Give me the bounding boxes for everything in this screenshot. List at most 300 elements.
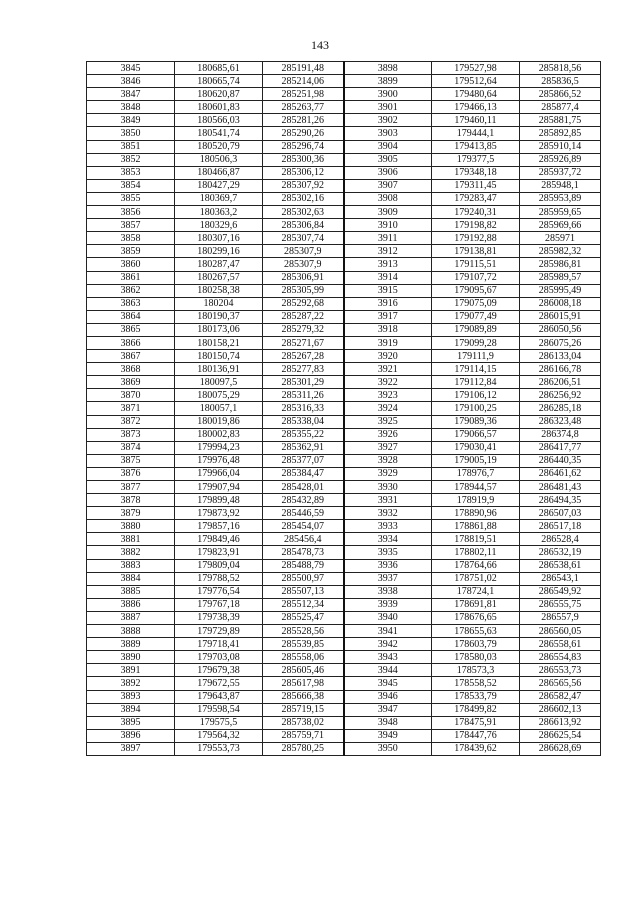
x-coordinate-left: 180329,6 bbox=[175, 219, 263, 232]
x-coordinate-left: 180019,86 bbox=[175, 415, 263, 428]
y-coordinate-left: 285666,38 bbox=[263, 690, 344, 703]
y-coordinate-right: 286555,75 bbox=[520, 598, 601, 611]
y-coordinate-right: 286050,56 bbox=[520, 323, 601, 336]
y-coordinate-left: 285277,83 bbox=[263, 363, 344, 376]
point-number-right: 3941 bbox=[344, 625, 432, 638]
point-number-right: 3906 bbox=[344, 166, 432, 179]
table-row bbox=[87, 559, 601, 572]
y-coordinate-left: 285528,56 bbox=[263, 625, 344, 638]
table-row bbox=[87, 75, 601, 88]
x-coordinate-right: 179005,19 bbox=[432, 454, 520, 467]
point-number-right: 3936 bbox=[344, 559, 432, 572]
x-coordinate-left: 180190,37 bbox=[175, 310, 263, 323]
x-coordinate-right: 179030,41 bbox=[432, 441, 520, 454]
x-coordinate-right: 178580,03 bbox=[432, 651, 520, 664]
x-coordinate-left: 179823,91 bbox=[175, 546, 263, 559]
point-number-right: 3931 bbox=[344, 494, 432, 507]
x-coordinate-left: 179738,39 bbox=[175, 611, 263, 624]
y-coordinate-left: 285355,22 bbox=[263, 428, 344, 441]
point-number-right: 3944 bbox=[344, 664, 432, 677]
table-row bbox=[87, 323, 601, 336]
y-coordinate-right: 286602,13 bbox=[520, 703, 601, 716]
x-coordinate-left: 179718,41 bbox=[175, 638, 263, 651]
y-coordinate-left: 285300,36 bbox=[263, 153, 344, 166]
point-number-right: 3919 bbox=[344, 336, 432, 349]
point-number-right: 3914 bbox=[344, 271, 432, 284]
y-coordinate-left: 285456,4 bbox=[263, 533, 344, 546]
x-coordinate-right: 178447,76 bbox=[432, 729, 520, 742]
y-coordinate-left: 285306,84 bbox=[263, 219, 344, 232]
point-number-left: 3884 bbox=[87, 572, 175, 585]
table-row bbox=[87, 572, 601, 585]
x-coordinate-left: 179994,23 bbox=[175, 441, 263, 454]
x-coordinate-right: 178976,7 bbox=[432, 467, 520, 480]
x-coordinate-left: 179976,48 bbox=[175, 454, 263, 467]
point-number-left: 3879 bbox=[87, 507, 175, 520]
x-coordinate-left: 180158,21 bbox=[175, 336, 263, 349]
y-coordinate-left: 285454,07 bbox=[263, 520, 344, 533]
x-coordinate-right: 178558,52 bbox=[432, 677, 520, 690]
x-coordinate-right: 179112,84 bbox=[432, 376, 520, 389]
x-coordinate-right: 179075,09 bbox=[432, 297, 520, 310]
y-coordinate-right: 286517,18 bbox=[520, 520, 601, 533]
x-coordinate-right: 178603,79 bbox=[432, 638, 520, 651]
x-coordinate-right: 179100,25 bbox=[432, 402, 520, 415]
point-number-left: 3889 bbox=[87, 638, 175, 651]
table-row bbox=[87, 585, 601, 598]
table-row bbox=[87, 454, 601, 467]
y-coordinate-left: 285719,15 bbox=[263, 703, 344, 716]
coordinates-table bbox=[86, 61, 601, 756]
table-row bbox=[87, 664, 601, 677]
y-coordinate-right: 286206,51 bbox=[520, 376, 601, 389]
x-coordinate-right: 179377,5 bbox=[432, 153, 520, 166]
point-number-right: 3920 bbox=[344, 350, 432, 363]
table-row bbox=[87, 625, 601, 638]
y-coordinate-left: 285738,02 bbox=[263, 716, 344, 729]
y-coordinate-left: 285281,26 bbox=[263, 114, 344, 127]
table-row bbox=[87, 389, 601, 402]
y-coordinate-right: 286553,73 bbox=[520, 664, 601, 677]
point-number-right: 3909 bbox=[344, 206, 432, 219]
y-coordinate-left: 285302,63 bbox=[263, 206, 344, 219]
x-coordinate-right: 179111,9 bbox=[432, 350, 520, 363]
point-number-right: 3923 bbox=[344, 389, 432, 402]
point-number-right: 3913 bbox=[344, 258, 432, 271]
x-coordinate-left: 180506,3 bbox=[175, 153, 263, 166]
x-coordinate-left: 179643,87 bbox=[175, 690, 263, 703]
point-number-left: 3895 bbox=[87, 716, 175, 729]
y-coordinate-right: 286528,4 bbox=[520, 533, 601, 546]
point-number-left: 3874 bbox=[87, 441, 175, 454]
x-coordinate-left: 180075,29 bbox=[175, 389, 263, 402]
y-coordinate-left: 285539,85 bbox=[263, 638, 344, 651]
point-number-left: 3888 bbox=[87, 625, 175, 638]
x-coordinate-left: 180307,16 bbox=[175, 232, 263, 245]
table-row bbox=[87, 258, 601, 271]
point-number-right: 3942 bbox=[344, 638, 432, 651]
y-coordinate-left: 285311,26 bbox=[263, 389, 344, 402]
point-number-left: 3846 bbox=[87, 75, 175, 88]
x-coordinate-left: 180150,74 bbox=[175, 350, 263, 363]
x-coordinate-right: 178655,63 bbox=[432, 625, 520, 638]
y-coordinate-left: 285292,68 bbox=[263, 297, 344, 310]
x-coordinate-right: 179077,49 bbox=[432, 310, 520, 323]
y-coordinate-right: 285986,81 bbox=[520, 258, 601, 271]
x-coordinate-right: 178499,82 bbox=[432, 703, 520, 716]
x-coordinate-right: 179099,28 bbox=[432, 336, 520, 349]
x-coordinate-left: 180427,29 bbox=[175, 179, 263, 192]
x-coordinate-right: 178573,3 bbox=[432, 664, 520, 677]
x-coordinate-right: 178676,65 bbox=[432, 611, 520, 624]
coordinates-table-body bbox=[87, 62, 601, 756]
table-row bbox=[87, 546, 601, 559]
x-coordinate-right: 178724,1 bbox=[432, 585, 520, 598]
x-coordinate-right: 179115,51 bbox=[432, 258, 520, 271]
x-coordinate-right: 179114,15 bbox=[432, 363, 520, 376]
y-coordinate-right: 286628,69 bbox=[520, 742, 601, 755]
y-coordinate-right: 286582,47 bbox=[520, 690, 601, 703]
y-coordinate-right: 286417,77 bbox=[520, 441, 601, 454]
point-number-left: 3860 bbox=[87, 258, 175, 271]
x-coordinate-left: 179729,89 bbox=[175, 625, 263, 638]
table-row bbox=[87, 507, 601, 520]
y-coordinate-left: 285432,89 bbox=[263, 494, 344, 507]
y-coordinate-left: 285191,48 bbox=[263, 62, 344, 75]
y-coordinate-right: 286374,8 bbox=[520, 428, 601, 441]
point-number-left: 3867 bbox=[87, 350, 175, 363]
x-coordinate-right: 178890,96 bbox=[432, 507, 520, 520]
table-row bbox=[87, 690, 601, 703]
table-row bbox=[87, 703, 601, 716]
point-number-left: 3872 bbox=[87, 415, 175, 428]
table-row bbox=[87, 481, 601, 494]
x-coordinate-left: 180287,47 bbox=[175, 258, 263, 271]
y-coordinate-right: 286613,92 bbox=[520, 716, 601, 729]
x-coordinate-left: 179788,52 bbox=[175, 572, 263, 585]
y-coordinate-right: 285836,5 bbox=[520, 75, 601, 88]
x-coordinate-left: 180685,61 bbox=[175, 62, 263, 75]
y-coordinate-left: 285287,22 bbox=[263, 310, 344, 323]
table-row bbox=[87, 441, 601, 454]
table-row bbox=[87, 284, 601, 297]
x-coordinate-right: 179413,85 bbox=[432, 140, 520, 153]
y-coordinate-right: 286532,19 bbox=[520, 546, 601, 559]
table-row bbox=[87, 611, 601, 624]
x-coordinate-right: 178751,02 bbox=[432, 572, 520, 585]
x-coordinate-left: 179857,16 bbox=[175, 520, 263, 533]
point-number-left: 3866 bbox=[87, 336, 175, 349]
y-coordinate-left: 285263,77 bbox=[263, 101, 344, 114]
x-coordinate-right: 178944,57 bbox=[432, 481, 520, 494]
table-row bbox=[87, 88, 601, 101]
point-number-left: 3868 bbox=[87, 363, 175, 376]
table-row bbox=[87, 428, 601, 441]
x-coordinate-right: 179089,89 bbox=[432, 323, 520, 336]
point-number-left: 3883 bbox=[87, 559, 175, 572]
y-coordinate-left: 285377,07 bbox=[263, 454, 344, 467]
point-number-left: 3859 bbox=[87, 245, 175, 258]
point-number-right: 3928 bbox=[344, 454, 432, 467]
table-row bbox=[87, 729, 601, 742]
point-number-left: 3862 bbox=[87, 284, 175, 297]
x-coordinate-left: 180002,83 bbox=[175, 428, 263, 441]
x-coordinate-left: 180369,7 bbox=[175, 192, 263, 205]
y-coordinate-left: 285428,01 bbox=[263, 481, 344, 494]
y-coordinate-left: 285500,97 bbox=[263, 572, 344, 585]
point-number-left: 3870 bbox=[87, 389, 175, 402]
y-coordinate-right: 286440,35 bbox=[520, 454, 601, 467]
point-number-right: 3940 bbox=[344, 611, 432, 624]
point-number-left: 3848 bbox=[87, 101, 175, 114]
point-number-left: 3853 bbox=[87, 166, 175, 179]
x-coordinate-right: 179107,72 bbox=[432, 271, 520, 284]
y-coordinate-right: 285982,32 bbox=[520, 245, 601, 258]
y-coordinate-left: 285759,71 bbox=[263, 729, 344, 742]
x-coordinate-right: 179106,12 bbox=[432, 389, 520, 402]
table-row bbox=[87, 350, 601, 363]
point-number-left: 3877 bbox=[87, 481, 175, 494]
y-coordinate-right: 286166,78 bbox=[520, 363, 601, 376]
table-row bbox=[87, 716, 601, 729]
x-coordinate-left: 179849,46 bbox=[175, 533, 263, 546]
point-number-right: 3912 bbox=[344, 245, 432, 258]
x-coordinate-right: 179444,1 bbox=[432, 127, 520, 140]
point-number-left: 3887 bbox=[87, 611, 175, 624]
point-number-left: 3878 bbox=[87, 494, 175, 507]
point-number-left: 3897 bbox=[87, 742, 175, 755]
x-coordinate-left: 179776,54 bbox=[175, 585, 263, 598]
x-coordinate-right: 179527,98 bbox=[432, 62, 520, 75]
x-coordinate-left: 179672,55 bbox=[175, 677, 263, 690]
point-number-right: 3932 bbox=[344, 507, 432, 520]
y-coordinate-right: 285995,49 bbox=[520, 284, 601, 297]
table-row bbox=[87, 336, 601, 349]
point-number-left: 3856 bbox=[87, 206, 175, 219]
point-number-right: 3901 bbox=[344, 101, 432, 114]
table-row bbox=[87, 651, 601, 664]
point-number-left: 3858 bbox=[87, 232, 175, 245]
x-coordinate-right: 179198,82 bbox=[432, 219, 520, 232]
point-number-left: 3865 bbox=[87, 323, 175, 336]
x-coordinate-left: 180363,2 bbox=[175, 206, 263, 219]
x-coordinate-right: 178919,9 bbox=[432, 494, 520, 507]
point-number-left: 3893 bbox=[87, 690, 175, 703]
point-number-right: 3939 bbox=[344, 598, 432, 611]
point-number-left: 3880 bbox=[87, 520, 175, 533]
y-coordinate-right: 285989,57 bbox=[520, 271, 601, 284]
y-coordinate-left: 285307,9 bbox=[263, 245, 344, 258]
y-coordinate-left: 285290,26 bbox=[263, 127, 344, 140]
y-coordinate-right: 286481,43 bbox=[520, 481, 601, 494]
table-row bbox=[87, 677, 601, 690]
x-coordinate-right: 179066,57 bbox=[432, 428, 520, 441]
y-coordinate-left: 285302,16 bbox=[263, 192, 344, 205]
y-coordinate-right: 286256,92 bbox=[520, 389, 601, 402]
table-row bbox=[87, 742, 601, 755]
point-number-left: 3876 bbox=[87, 467, 175, 480]
y-coordinate-left: 285251,98 bbox=[263, 88, 344, 101]
point-number-right: 3922 bbox=[344, 376, 432, 389]
y-coordinate-left: 285617,98 bbox=[263, 677, 344, 690]
point-number-right: 3930 bbox=[344, 481, 432, 494]
x-coordinate-left: 180601,83 bbox=[175, 101, 263, 114]
y-coordinate-left: 285446,59 bbox=[263, 507, 344, 520]
x-coordinate-left: 179679,38 bbox=[175, 664, 263, 677]
x-coordinate-right: 179095,67 bbox=[432, 284, 520, 297]
y-coordinate-right: 285969,66 bbox=[520, 219, 601, 232]
y-coordinate-right: 286008,18 bbox=[520, 297, 601, 310]
x-coordinate-right: 178819,51 bbox=[432, 533, 520, 546]
table-row bbox=[87, 62, 601, 75]
point-number-left: 3852 bbox=[87, 153, 175, 166]
x-coordinate-right: 178533,79 bbox=[432, 690, 520, 703]
point-number-right: 3938 bbox=[344, 585, 432, 598]
x-coordinate-left: 180258,38 bbox=[175, 284, 263, 297]
x-coordinate-left: 179564,32 bbox=[175, 729, 263, 742]
table-row bbox=[87, 114, 601, 127]
y-coordinate-left: 285306,12 bbox=[263, 166, 344, 179]
table-row bbox=[87, 206, 601, 219]
y-coordinate-right: 285953,89 bbox=[520, 192, 601, 205]
y-coordinate-right: 285866,52 bbox=[520, 88, 601, 101]
point-number-right: 3902 bbox=[344, 114, 432, 127]
x-coordinate-left: 180620,87 bbox=[175, 88, 263, 101]
y-coordinate-right: 286461,62 bbox=[520, 467, 601, 480]
y-coordinate-left: 285307,74 bbox=[263, 232, 344, 245]
x-coordinate-right: 179311,45 bbox=[432, 179, 520, 192]
y-coordinate-right: 286494,35 bbox=[520, 494, 601, 507]
x-coordinate-left: 179575,5 bbox=[175, 716, 263, 729]
point-number-right: 3935 bbox=[344, 546, 432, 559]
point-number-left: 3892 bbox=[87, 677, 175, 690]
x-coordinate-left: 180299,16 bbox=[175, 245, 263, 258]
table-row bbox=[87, 310, 601, 323]
y-coordinate-left: 285307,92 bbox=[263, 179, 344, 192]
y-coordinate-left: 285525,47 bbox=[263, 611, 344, 624]
y-coordinate-right: 285959,65 bbox=[520, 206, 601, 219]
x-coordinate-right: 178764,66 bbox=[432, 559, 520, 572]
x-coordinate-left: 179767,18 bbox=[175, 598, 263, 611]
point-number-left: 3845 bbox=[87, 62, 175, 75]
x-coordinate-right: 179138,81 bbox=[432, 245, 520, 258]
table-row bbox=[87, 520, 601, 533]
table-row bbox=[87, 101, 601, 114]
point-number-left: 3882 bbox=[87, 546, 175, 559]
x-coordinate-right: 179089,36 bbox=[432, 415, 520, 428]
y-coordinate-right: 286558,61 bbox=[520, 638, 601, 651]
x-coordinate-left: 180097,5 bbox=[175, 376, 263, 389]
y-coordinate-right: 285926,89 bbox=[520, 153, 601, 166]
table-row bbox=[87, 166, 601, 179]
table-row bbox=[87, 179, 601, 192]
y-coordinate-left: 285605,46 bbox=[263, 664, 344, 677]
table-row bbox=[87, 415, 601, 428]
table-row bbox=[87, 467, 601, 480]
y-coordinate-left: 285301,29 bbox=[263, 376, 344, 389]
x-coordinate-left: 180057,1 bbox=[175, 402, 263, 415]
table-row bbox=[87, 127, 601, 140]
x-coordinate-left: 180204 bbox=[175, 297, 263, 310]
point-number-left: 3873 bbox=[87, 428, 175, 441]
point-number-right: 3917 bbox=[344, 310, 432, 323]
table-row bbox=[87, 271, 601, 284]
x-coordinate-right: 179348,18 bbox=[432, 166, 520, 179]
table-row bbox=[87, 140, 601, 153]
point-number-left: 3849 bbox=[87, 114, 175, 127]
y-coordinate-right: 286554,83 bbox=[520, 651, 601, 664]
x-coordinate-right: 178802,11 bbox=[432, 546, 520, 559]
y-coordinate-left: 285507,13 bbox=[263, 585, 344, 598]
y-coordinate-left: 285362,91 bbox=[263, 441, 344, 454]
table-row bbox=[87, 232, 601, 245]
table-row bbox=[87, 638, 601, 651]
point-number-left: 3869 bbox=[87, 376, 175, 389]
x-coordinate-right: 178861,88 bbox=[432, 520, 520, 533]
x-coordinate-right: 179240,31 bbox=[432, 206, 520, 219]
y-coordinate-right: 285971 bbox=[520, 232, 601, 245]
x-coordinate-right: 178475,91 bbox=[432, 716, 520, 729]
point-number-right: 3916 bbox=[344, 297, 432, 310]
y-coordinate-right: 285892,85 bbox=[520, 127, 601, 140]
x-coordinate-left: 179899,48 bbox=[175, 494, 263, 507]
y-coordinate-left: 285338,04 bbox=[263, 415, 344, 428]
point-number-right: 3905 bbox=[344, 153, 432, 166]
table-row bbox=[87, 153, 601, 166]
point-number-right: 3949 bbox=[344, 729, 432, 742]
table-row bbox=[87, 533, 601, 546]
point-number-right: 3915 bbox=[344, 284, 432, 297]
point-number-left: 3851 bbox=[87, 140, 175, 153]
point-number-right: 3899 bbox=[344, 75, 432, 88]
y-coordinate-right: 286507,03 bbox=[520, 507, 601, 520]
point-number-right: 3925 bbox=[344, 415, 432, 428]
point-number-right: 3900 bbox=[344, 88, 432, 101]
x-coordinate-left: 179907,94 bbox=[175, 481, 263, 494]
point-number-left: 3847 bbox=[87, 88, 175, 101]
point-number-right: 3924 bbox=[344, 402, 432, 415]
point-number-right: 3929 bbox=[344, 467, 432, 480]
x-coordinate-right: 179283,47 bbox=[432, 192, 520, 205]
y-coordinate-right: 285937,72 bbox=[520, 166, 601, 179]
y-coordinate-right: 286285,18 bbox=[520, 402, 601, 415]
table-row bbox=[87, 297, 601, 310]
y-coordinate-left: 285512,34 bbox=[263, 598, 344, 611]
page-number: 143 bbox=[311, 38, 329, 52]
y-coordinate-right: 286323,48 bbox=[520, 415, 601, 428]
point-number-right: 3911 bbox=[344, 232, 432, 245]
point-number-left: 3886 bbox=[87, 598, 175, 611]
y-coordinate-right: 285881,75 bbox=[520, 114, 601, 127]
point-number-right: 3937 bbox=[344, 572, 432, 585]
x-coordinate-left: 180267,57 bbox=[175, 271, 263, 284]
y-coordinate-left: 285305,99 bbox=[263, 284, 344, 297]
x-coordinate-left: 180566,03 bbox=[175, 114, 263, 127]
point-number-right: 3950 bbox=[344, 742, 432, 755]
x-coordinate-right: 179192,88 bbox=[432, 232, 520, 245]
point-number-left: 3855 bbox=[87, 192, 175, 205]
point-number-right: 3934 bbox=[344, 533, 432, 546]
point-number-left: 3861 bbox=[87, 271, 175, 284]
y-coordinate-right: 285910,14 bbox=[520, 140, 601, 153]
x-coordinate-right: 178691,81 bbox=[432, 598, 520, 611]
point-number-right: 3927 bbox=[344, 441, 432, 454]
table-row bbox=[87, 192, 601, 205]
y-coordinate-left: 285267,28 bbox=[263, 350, 344, 363]
y-coordinate-left: 285488,79 bbox=[263, 559, 344, 572]
y-coordinate-left: 285558,06 bbox=[263, 651, 344, 664]
x-coordinate-right: 179512,64 bbox=[432, 75, 520, 88]
